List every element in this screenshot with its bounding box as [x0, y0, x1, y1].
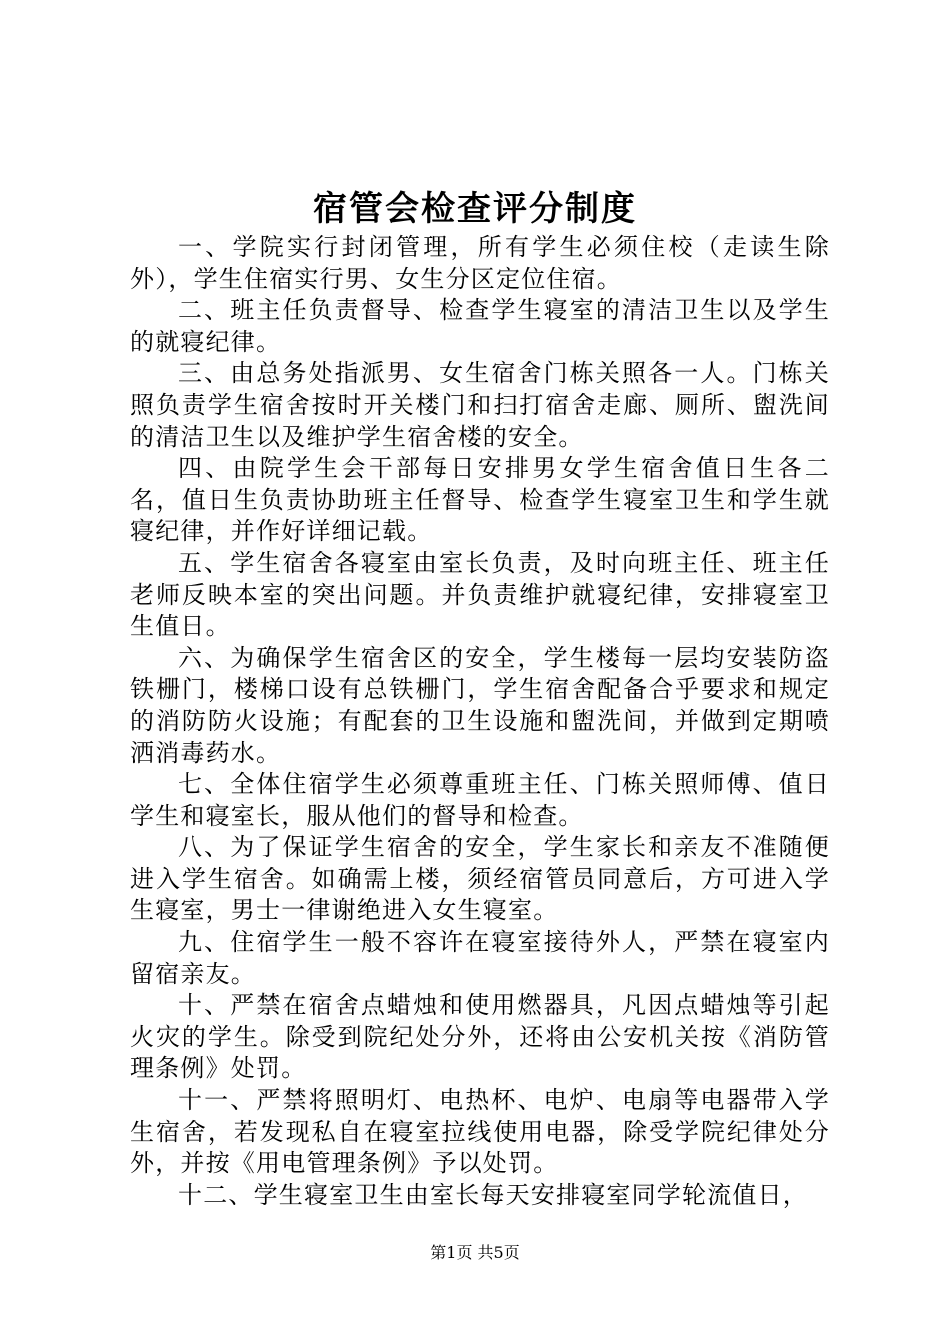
paragraph-9: 九、住宿学生一般不容许在寝室接待外人，严禁在寝室内留宿亲友。 — [130, 928, 830, 988]
page-number-footer: 第1页 共5页 — [430, 1243, 520, 1262]
paragraph-5: 五、学生宿舍各寝室由室长负责，及时向班主任、班主任老师反映本室的突出问题。并负责维护就寝纪律，安排寝室卫生值日。 — [130, 548, 830, 641]
paragraph-11: 十一、严禁将照明灯、电热杯、电炉、电扇等电器带入学生宿舍，若发现私自在寝室拉线使用电器，除受学院纪律处分外，并按《用电管理条例》予以处罚。 — [130, 1086, 830, 1178]
paragraph-8: 八、为了保证学生宿舍的安全，学生家长和亲友不准随便进入学生宿舍。如确需上楼，须经宿管员同意后，方可进入学生寝室，男士一律谢绝进入女生寝室。 — [130, 833, 830, 925]
paragraph-1: 一、学院实行封闭管理，所有学生必须住校（走读生除外），学生住宿实行男、女生分区定位住宿。 — [130, 233, 830, 293]
paragraph-2: 二、班主任负责督导、检查学生寝室的清洁卫生以及学生的就寝纪律。 — [130, 296, 830, 356]
paragraph-10: 十、严禁在宿舍点蜡烛和使用燃器具，凡因点蜡烛等引起火灾的学生。除受到院纪处分外，还将由公安机关按《消防管理条例》处罚。 — [130, 991, 830, 1083]
document-body — [130, 232, 830, 1211]
paragraph-6: 六、为确保学生宿舍区的安全，学生楼每一层均安装防盗铁栅门，楼梯口设有总铁栅门，学生宿舍配备合乎要求和规定的消防防火设施；有配套的卫生设施和盥洗间，并做到定期喷洒消毒药水。 — [130, 643, 830, 767]
paragraph-7: 七、全体住宿学生必须尊重班主任、门栋关照师傅、值日学生和寝室长，服从他们的督导和检查。 — [130, 770, 830, 830]
paragraph-3: 三、由总务处指派男、女生宿舍门栋关照各一人。门栋关照负责学生宿舍按时开关楼门和扫打宿舍走廊、厕所、盥洗间的清洁卫生以及维护学生宿舍楼的安全。 — [130, 359, 830, 451]
paragraph-12: 十二、学生寝室卫生由室长每天安排寝室同学轮流值日， — [178, 1180, 808, 1209]
document-title: 宿管会检查评分制度 — [313, 189, 637, 229]
paragraph-4: 四、由院学生会干部每日安排男女学生宿舍值日生各二名，值日生负责协助班主任督导、检查学生寝室卫生和学生就寝纪律，并作好详细记载。 — [130, 454, 830, 546]
